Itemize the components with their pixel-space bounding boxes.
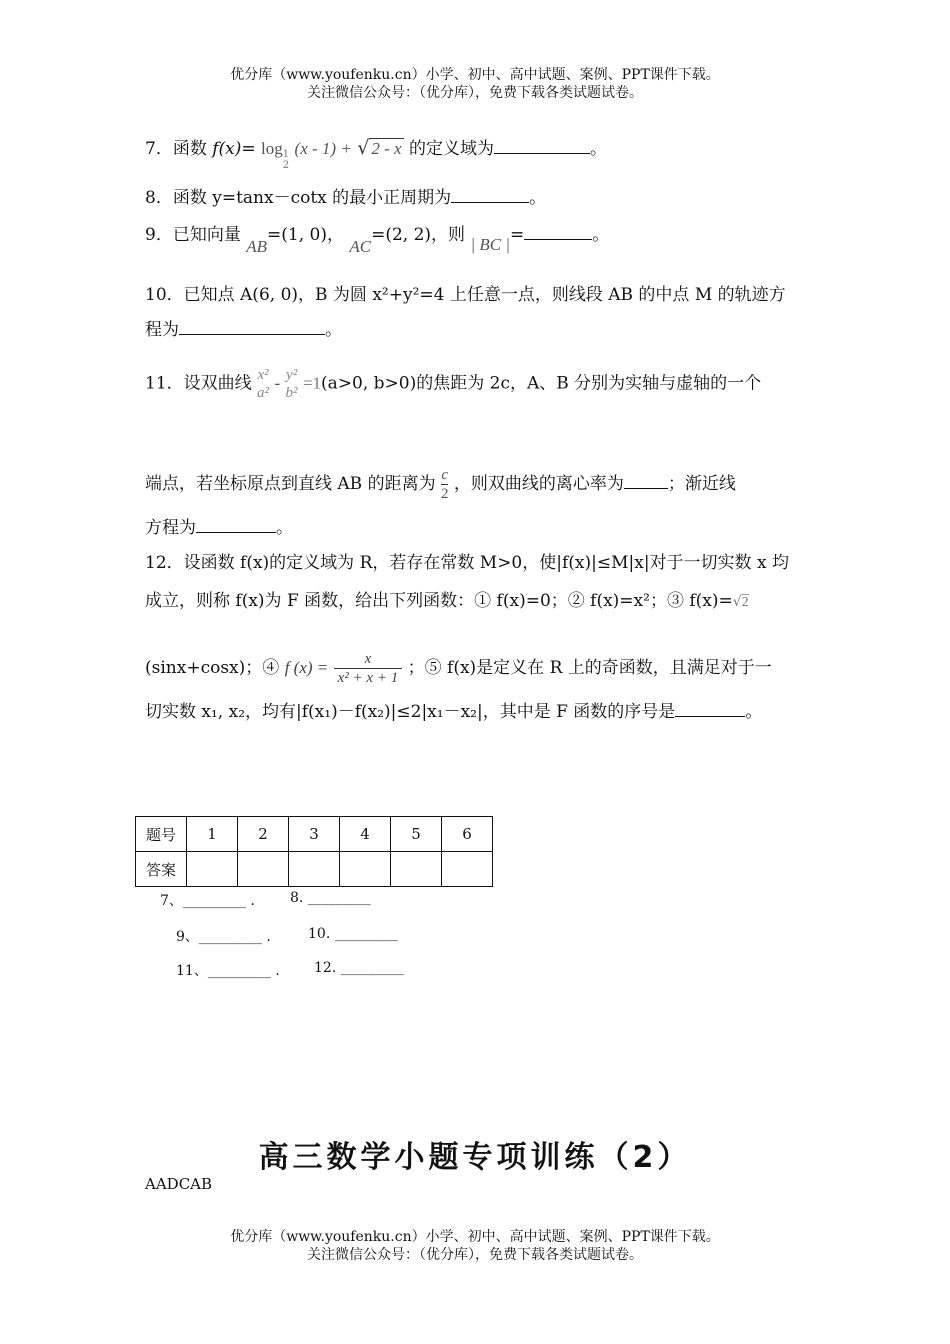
q7-fx: f(x)= — [212, 139, 256, 159]
q7-end: 。 — [589, 139, 607, 159]
q8-answer-blank[interactable] — [451, 188, 529, 203]
question-9 — [145, 223, 610, 256]
footer-line-2: 关注微信公众号：（优分库），免费下载各类试题试卷。 — [307, 1247, 643, 1263]
answer-cell[interactable] — [238, 852, 289, 887]
q9-vector-bc: | BC | — [470, 235, 511, 254]
q12-f4-frac — [334, 650, 403, 687]
header-line-2: 关注微信公众号：（优分库），免费下载各类试题试卷。 — [307, 85, 643, 101]
q9-value-2: =(2, 2)，则 — [371, 225, 466, 245]
q11-a2: a² — [257, 385, 270, 401]
q11-two: 2 — [440, 486, 449, 502]
question-10-line-2 — [145, 318, 342, 342]
q7-arg: (x - 1) + — [294, 139, 352, 158]
q10-answer-blank[interactable] — [179, 320, 325, 335]
answer-cell[interactable] — [442, 852, 493, 887]
q11-frac-y — [286, 366, 298, 402]
answer-cell[interactable] — [340, 852, 391, 887]
q9-value-1: =(1, 0)， — [267, 225, 344, 245]
question-11-line-3 — [145, 516, 293, 540]
answer-table — [135, 816, 493, 887]
q10-end: 。 — [325, 320, 342, 340]
q9-vector-ab: AB — [246, 237, 268, 256]
q12-f4-den: x² + x + 1 — [334, 668, 403, 687]
table-header-cell: 题号 — [136, 817, 187, 852]
q11-x2: x² — [257, 367, 269, 383]
q12-f4: f (x) = — [284, 658, 329, 677]
fill-blank-8[interactable]: 8. _________ — [290, 890, 371, 906]
answer-cell[interactable] — [187, 852, 238, 887]
q11-frac-x — [257, 366, 269, 402]
q11-line2-b: ，则双曲线的离心率为 — [453, 474, 624, 494]
q11-eccentricity-blank[interactable] — [624, 474, 668, 489]
question-12-line-2 — [145, 589, 749, 615]
q9-text-a: 9．已知向量 — [145, 225, 241, 245]
table-answer-row — [136, 852, 493, 887]
fill-blank-9[interactable]: 9、_________ . — [176, 929, 271, 945]
table-header-cell: 5 — [391, 817, 442, 852]
q7-log: log — [261, 139, 283, 158]
fill-blank-10[interactable]: 10. _________ — [308, 926, 398, 942]
q11-line2-a: 端点，若坐标原点到直线 AB 的距离为 — [145, 474, 436, 494]
q7-log-base — [283, 149, 289, 171]
q7-answer-blank[interactable] — [494, 139, 590, 154]
q7-text-a: 函数 — [172, 139, 207, 159]
table-header-cell: 6 — [442, 817, 493, 852]
q11-frac-c2 — [441, 466, 449, 503]
q9-answer-blank[interactable] — [524, 225, 592, 240]
q12-answer-blank[interactable] — [675, 702, 745, 717]
question-12-line-4 — [145, 700, 762, 724]
q8-text: 8．函数 y=tanx－cotx 的最小正周期为 — [145, 188, 452, 208]
fill-blank-7[interactable]: 7、_________ . — [160, 893, 255, 909]
table-header-cell: 2 — [238, 817, 289, 852]
table-header-row — [136, 817, 493, 852]
q12-sqrt2: 2 — [741, 595, 749, 610]
fill-blank-12[interactable]: 12. _________ — [314, 960, 404, 976]
q12-f4-num: x — [364, 651, 372, 667]
table-header-cell: 3 — [289, 817, 340, 852]
footer-line-1: 优分库（www.youfenku.cn）小学、初中、高中试题、案例、PPT课件下载。 — [230, 1229, 720, 1245]
table-row-label: 答案 — [136, 852, 187, 887]
answer-cell[interactable] — [391, 852, 442, 887]
q9-end: 。 — [592, 225, 610, 245]
q12-line2: 成立，则称 f(x)为 F 函数，给出下列函数：① f(x)=0；② f(x)=x²；③ f(x)= — [145, 591, 733, 611]
q9-vector-ac: AC — [349, 237, 372, 256]
table-header-cell: 1 — [187, 817, 238, 852]
question-11-line-2 — [145, 466, 736, 503]
q11-eq1: =1 — [302, 373, 322, 393]
q7-sqrt-arg: 2 - x — [371, 139, 402, 158]
page-footer — [0, 1228, 950, 1264]
q7-base-den: 2 — [282, 160, 290, 171]
q11-c: c — [441, 467, 449, 483]
q7-number: 7． — [145, 139, 173, 159]
question-7 — [145, 136, 607, 171]
table-header-cell: 4 — [340, 817, 391, 852]
q11-line2-c: ；渐近线 — [667, 474, 736, 494]
question-8 — [145, 186, 546, 210]
question-12-line-3 — [145, 650, 772, 687]
q9-value-3: = — [510, 225, 525, 245]
q11-text-b: (a>0, b>0)的焦距为 2c，A、B 分别为实轴与虚轴的一个 — [321, 373, 762, 394]
q10-text: 程为 — [145, 320, 179, 340]
q11-line3: 方程为 — [145, 518, 196, 538]
section-title: 高三数学小题专项训练（2） — [258, 1140, 692, 1175]
q12-line4: 切实数 x₁, x₂，均有|f(x₁)－f(x₂)|≤2|x₁－x₂|，其中是 F 函数的序号是 — [145, 702, 676, 722]
q11-end: 。 — [276, 518, 293, 538]
q12-line3-b: ；⑤ f(x)是定义在 R 上的奇函数，且满足对于一 — [407, 658, 772, 678]
q7-base-num: 1 — [282, 149, 290, 160]
q12-end: 。 — [745, 702, 763, 722]
q11-minus: - — [274, 373, 281, 393]
page-header — [0, 66, 950, 102]
q11-y2: y² — [285, 367, 298, 383]
question-10-line-1: 10．已知点 A(6, 0)，B 为圆 x²+y²=4 上任意一点，则线段 AB 的中点 M 的轨迹方 — [145, 285, 786, 305]
q8-end: 。 — [529, 188, 547, 208]
q7-text-b: 的定义域为 — [408, 139, 494, 159]
answer-cell[interactable] — [289, 852, 340, 887]
q11-text-a: 11．设双曲线 — [145, 373, 252, 394]
question-12-line-1: 12．设函数 f(x)的定义域为 R，若存在常数 M>0，使|f(x)|≤M|x|对于一切实数 x 均 — [145, 553, 789, 573]
question-11-line-1 — [145, 366, 761, 402]
q11-b2: b² — [285, 385, 298, 401]
q12-line3-a: (sinx+cosx)；④ — [145, 658, 280, 678]
sqrt-icon: √ — [357, 137, 370, 159]
header-line-1: 优分库（www.youfenku.cn）小学、初中、高中试题、案例、PPT课件下载。 — [230, 67, 720, 83]
answer-key: AADCAB — [145, 1175, 213, 1193]
sqrt-icon: √ — [732, 594, 742, 610]
fill-blank-11[interactable]: 11、_________ . — [176, 963, 280, 979]
q11-asymptote-blank[interactable] — [196, 518, 276, 533]
